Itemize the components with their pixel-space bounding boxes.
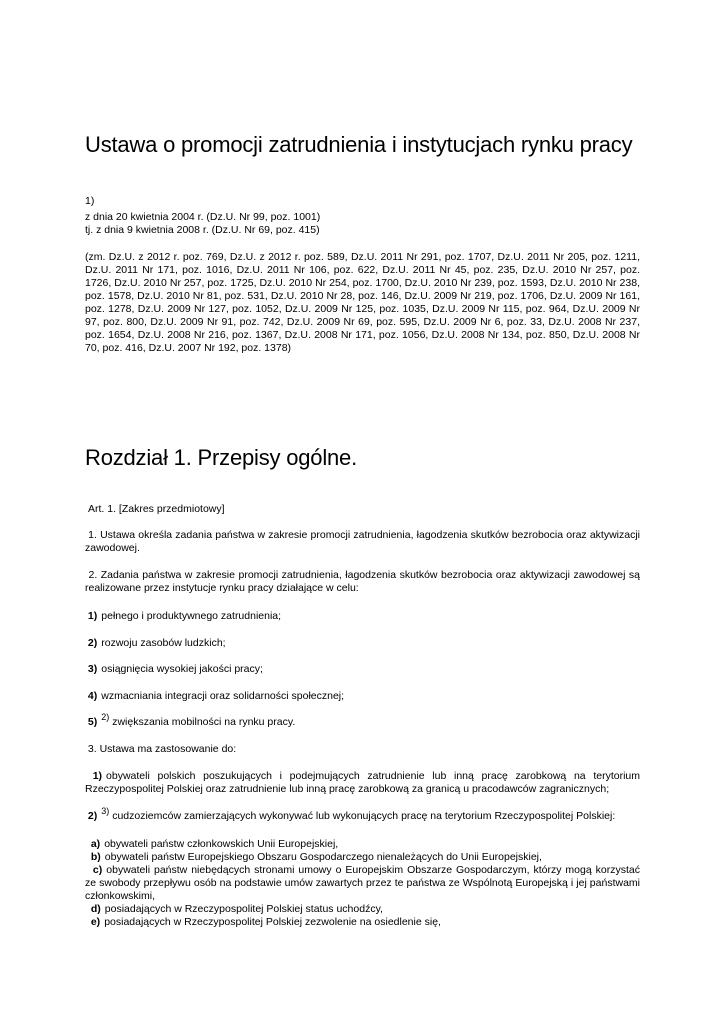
sub-item-letter: b) <box>90 851 101 863</box>
item-text: rozwoju zasobów ludzkich; <box>101 637 226 649</box>
sub-item-text: obywateli państw Europejskiego Obszaru Gospodarczego nienależących do Unii Europejskiej, <box>104 851 542 863</box>
item-text: zwiększania mobilności na rynku pracy. <box>112 716 296 728</box>
footnote-ref: 2) <box>101 712 110 722</box>
sub-item-letter: c) <box>92 864 103 876</box>
item-number: 5) <box>87 716 98 728</box>
sub-list-item <box>85 864 640 903</box>
item-number: 4) <box>87 690 98 702</box>
item-number: 3) <box>87 663 98 675</box>
list-item <box>85 610 640 623</box>
list-item <box>85 690 640 703</box>
item-text: cudzoziemców zamierzających wykonywać lub wykonujących pracę na terytorium Rzeczypospolitej Polskiej: <box>112 810 616 822</box>
document-title: Ustawa o promocji zatrudnienia i instytucjach rynku pracy <box>85 132 633 157</box>
paragraph-1-text: 1. Ustawa określa zadania państwa w zakresie promocji zatrudnienia, łagodzenia skutków bezrobocia oraz aktywizacji zawodowej. <box>85 529 640 554</box>
sub-list-item <box>85 851 640 864</box>
item-number: 1) <box>87 610 98 622</box>
item-number: 2) <box>87 810 98 822</box>
paragraph-2-text: 2. Zadania państwa w zakresie promocji zatrudnienia, łagodzenia skutków bezrobocia oraz aktywizacji zawodowej są realizowane przez instytucje rynku pracy działające w celu: <box>85 569 640 594</box>
sub-item-letter: a) <box>90 838 101 850</box>
sub-item-text: posiadających w Rzeczypospolitej Polskiej zezwolenie na osiedlenie się, <box>104 916 441 928</box>
article-heading: Art. 1. [Zakres przedmiotowy] <box>88 503 225 515</box>
item-text: wzmacniania integracji oraz solidarności społecznej; <box>101 690 345 702</box>
item-text: osiągnięcia wysokiej jakości pracy; <box>101 663 263 675</box>
list-item <box>85 663 640 676</box>
amendments-list: (zm. Dz.U. z 2012 r. poz. 769, Dz.U. z 2012 r. poz. 589, Dz.U. 2011 Nr 291, poz. 1707, Dz.U. 2011 Nr 205, poz. 1211, Dz.U. 2011 Nr 171, poz. 1016, Dz.U. 2011 Nr 106, poz. 622, Dz.U. 2011 Nr 45, poz. 235, Dz.U. 2010 Nr 257, poz. 1726, Dz.U. 2010 Nr 257, poz. 1725, Dz.U. 2010 Nr 254, poz. 1700, Dz.U. 2010 Nr 239, poz. 1593, Dz.U. 2010 Nr 238, poz. 1578, Dz.U. 2010 Nr 81, poz. 531, Dz.U. 2010 Nr 28, poz. 146, Dz.U. 2009 Nr 219, poz. 1706, Dz.U. 2009 Nr 161, poz. 1278, Dz.U. 2009 Nr 127, poz. 1052, Dz.U. 2009 Nr 125, poz. 1035, Dz.U. 2009 Nr 115, poz. 964, Dz.U. 2009 Nr 97, poz. 800, Dz.U. 2009 Nr 91, poz. 742, Dz.U. 2009 Nr 69, poz. 595, Dz.U. 2009 Nr 6, poz. 33, Dz.U. 2008 Nr 237, poz. 1654, Dz.U. 2008 Nr 216, poz. 1367, Dz.U. 2008 Nr 171, poz. 1056, Dz.U. 2008 Nr 134, poz. 850, Dz.U. 2008 Nr 70, poz. 416, Dz.U. 2007 Nr 192, poz. 1378) <box>85 251 640 354</box>
item-number: 1) <box>92 770 103 782</box>
list-item <box>85 770 640 796</box>
article-paragraph-1 <box>85 529 640 555</box>
item-text: obywateli polskich poszukujących i podejmujących zatrudnienie lub inną pracę zarobkową na terytorium Rzeczypospolitej Polskiej oraz zatrudnienie lub inną pracę zarobkową za granicą u pracodawców zagranicznych; <box>85 770 640 795</box>
consolidated-date-line: tj. z dnia 9 kwietnia 2008 r. (Dz.U. Nr 69, poz. 415) <box>85 224 320 236</box>
sub-list-item <box>85 838 640 851</box>
original-date-line: z dnia 20 kwietnia 2004 r. (Dz.U. Nr 99, poz. 1001) <box>85 211 321 223</box>
item-text: pełnego i produktywnego zatrudnienia; <box>101 610 282 622</box>
item-number: 2) <box>87 637 98 649</box>
article-paragraph-2 <box>85 569 640 595</box>
sub-list-item <box>85 916 640 929</box>
sub-item-letter: d) <box>90 903 101 915</box>
list-item <box>85 712 640 729</box>
sub-list <box>85 838 640 929</box>
sub-list-item <box>85 903 640 916</box>
list-item <box>85 806 640 823</box>
paragraph-3-text: 3. Ustawa ma zastosowanie do: <box>87 743 237 755</box>
article-paragraph-3 <box>85 743 640 756</box>
sub-item-text: obywateli państw niebędących stronami umowy o Europejskim Obszarze Gospodarczym, którzy mogą korzystać ze swobody przepływu osób na podstawie umów zawartych przez te państwa ze Wspólnotą Europejską i jej państwami członkowskimi, <box>85 864 640 902</box>
list-item <box>85 637 640 650</box>
publication-dates <box>85 211 320 237</box>
footnote-ref: 3) <box>101 806 110 816</box>
sub-item-text: posiadających w Rzeczypospolitej Polskiej status uchodźcy, <box>104 903 383 915</box>
title-footnote-marker: 1) <box>85 195 95 207</box>
chapter-heading: Rozdział 1. Przepisy ogólne. <box>85 445 357 470</box>
sub-item-text: obywateli państw członkowskich Unii Europejskiej, <box>104 838 339 850</box>
sub-item-letter: e) <box>90 916 101 928</box>
